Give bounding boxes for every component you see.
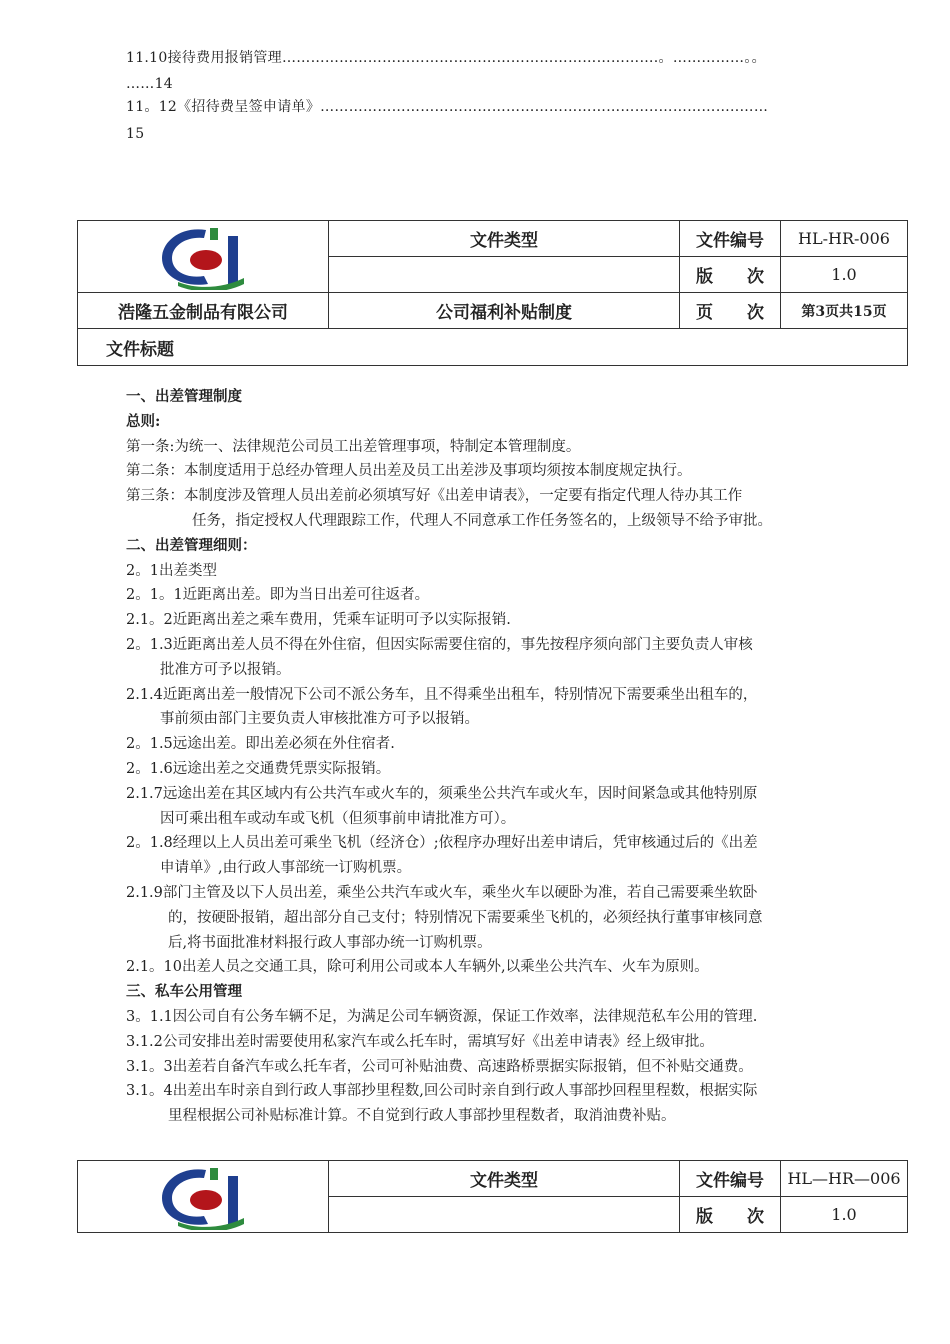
clause-2-1-3-line-2: 批准方可予以报销。 bbox=[160, 661, 291, 678]
clause-2-1-8-line-2: 申请单》,由行政人事部统一订购机票。 bbox=[160, 860, 412, 877]
clause-2-1-7-line-2: 因可乘出租车或动车或飞机（但须事前申请批准方可）。 bbox=[160, 810, 516, 827]
toc-page-14: ……14 bbox=[126, 76, 174, 92]
clause-3-1-1: 3。1.1因公司自有公务车辆不足，为满足公司车辆资源，保证工作效率，法律规范私车公用的管理. bbox=[126, 1008, 758, 1025]
clause-2-1-5: 2。1.5远途出差。即出差必须在外住宿者. bbox=[126, 736, 395, 753]
file-no-label: 文件编号 bbox=[680, 221, 781, 257]
company-logo bbox=[78, 224, 328, 290]
clause-2-1-9-line-3: 后,将书面批准材料报行政人事部办统一订购机票。 bbox=[168, 934, 492, 951]
section-heading-travel: 一、出差管理制度 bbox=[126, 388, 242, 405]
toc-line-11-10: 11.10接待费用报销管理…………………………………………………………………….。……………。。 bbox=[126, 50, 766, 66]
clause-2-1-10: 2.1。10出差人员之交通工具，除可利用公司或本人车辆外,以乘坐公共汽车、火车为原则。 bbox=[126, 959, 709, 976]
document-header-table bbox=[77, 220, 908, 366]
document-name: 公司福利补贴制度 bbox=[329, 293, 680, 329]
toc-line-11-12: 11。12《招待费呈签申请单》……………………………………………………………..……………..…… bbox=[126, 99, 769, 115]
file-type-label: 文件类型 bbox=[329, 221, 680, 257]
file-type-value bbox=[329, 257, 680, 293]
clause-2-1-9-line-2: 的，按硬卧报销，超出部分自己支付；特别情况下需要乘坐飞机的，必须经执行董事审核同意 bbox=[168, 909, 763, 926]
file-type-value-next bbox=[329, 1197, 680, 1233]
version-value: 1.0 bbox=[781, 257, 908, 293]
clause-2-1-4-line-2: 事前须由部门主要负责人审核批准方可予以报销。 bbox=[160, 711, 479, 728]
version-label: 版 次 bbox=[680, 257, 781, 293]
clause-2-1-4-line-1: 2.1.4近距离出差一般情况下公司不派公务车，且不得乘坐出租车，特别情况下需要乘坐出租车的， bbox=[126, 686, 758, 703]
company-logo-next bbox=[78, 1164, 328, 1230]
general-heading: 总则: bbox=[126, 412, 161, 430]
file-no-label-next: 文件编号 bbox=[680, 1161, 781, 1197]
logo-cell bbox=[78, 221, 329, 293]
clause-2-1-1: 2。1。1近距离出差。即为当日出差可往返者。 bbox=[126, 587, 430, 604]
article-3-line-1: 第三条：本制度涉及管理人员出差前必须填写好《出差申请表》，一定要有指定代理人待办其工作 bbox=[126, 488, 743, 505]
file-type-label-next: 文件类型 bbox=[329, 1161, 680, 1197]
file-no-value: HL-HR-006 bbox=[781, 221, 908, 257]
clause-3-1-4-line-2: 里程根据公司补贴标准计算。不自觉到行政人事部抄里程数者，取消油费补贴。 bbox=[168, 1108, 676, 1125]
document-body bbox=[126, 385, 866, 1129]
file-no-value-next: HL—HR—006 bbox=[781, 1161, 908, 1197]
clause-3-1-4-line-1: 3.1。4出差出车时亲自到行政人事部抄里程数,回公司时亲自到行政人事部抄回程里程数，根据实际 bbox=[126, 1083, 758, 1100]
clause-2-1-7-line-1: 2.1.7远途出差在其区域内有公共汽车或火车的，须乘坐公共汽车或火车，因时间紧急或其他特别原 bbox=[126, 785, 758, 802]
clause-2-1-9-line-1: 2.1.9部门主管及以下人员出差，乘坐公共汽车或火车，乘坐火车以硬卧为准，若自己需要乘坐软卧 bbox=[126, 884, 758, 901]
file-title-label: 文件标题 bbox=[78, 329, 908, 366]
logo-cell-next bbox=[78, 1161, 329, 1233]
section-heading-rules: 二、出差管理细则： bbox=[126, 536, 257, 554]
page-value: 第3页共15页 bbox=[781, 293, 908, 329]
toc-page-15: 15 bbox=[126, 126, 145, 142]
document-header-table-next bbox=[77, 1160, 908, 1233]
article-2: 第二条：本制度适用于总经办管理人员出差及员工出差涉及事项均须按本制度规定执行。 bbox=[126, 463, 692, 480]
clause-2-1-3-line-1: 2。1.3近距离出差人员不得在外住宿，但因实际需要住宿的，事先按程序须向部门主要负责人审核 bbox=[126, 636, 753, 653]
clause-3-1-2: 3.1.2公司安排出差时需要使用私家汽车或么托车时，需填写好《出差申请表》经上级审批。 bbox=[126, 1033, 714, 1050]
version-value-next: 1.0 bbox=[781, 1197, 908, 1233]
section-heading-private-car: 三、私车公用管理 bbox=[126, 983, 242, 1001]
clause-2-1: 2。1出差类型 bbox=[126, 562, 217, 579]
clause-3-1-3: 3.1。3出差若自备汽车或么托车者，公司可补贴油费、高速路桥票据实际报销，但不补贴交通费。 bbox=[126, 1058, 753, 1075]
page-label: 页 次 bbox=[680, 293, 781, 329]
article-1: 第一条:为统一、法律规范公司员工出差管理事项，特制定本管理制度。 bbox=[126, 438, 581, 455]
version-label-next: 版 次 bbox=[680, 1197, 781, 1233]
article-3-line-2: 任务，指定授权人代理跟踪工作，代理人不同意承工作任务签名的，上级领导不给予审批。 bbox=[192, 512, 772, 529]
clause-2-1-2: 2.1。2近距离出差之乘车费用，凭乘车证明可予以实际报销. bbox=[126, 612, 511, 629]
clause-2-1-6: 2。1.6远途出差之交通费凭票实际报销。 bbox=[126, 760, 391, 777]
clause-2-1-8-line-1: 2。1.8经理以上人员出差可乘坐飞机（经济仓）;依程序办理好出差申请后，凭审核通过后的《出差 bbox=[126, 835, 758, 852]
company-name: 浩隆五金制品有限公司 bbox=[78, 293, 329, 329]
